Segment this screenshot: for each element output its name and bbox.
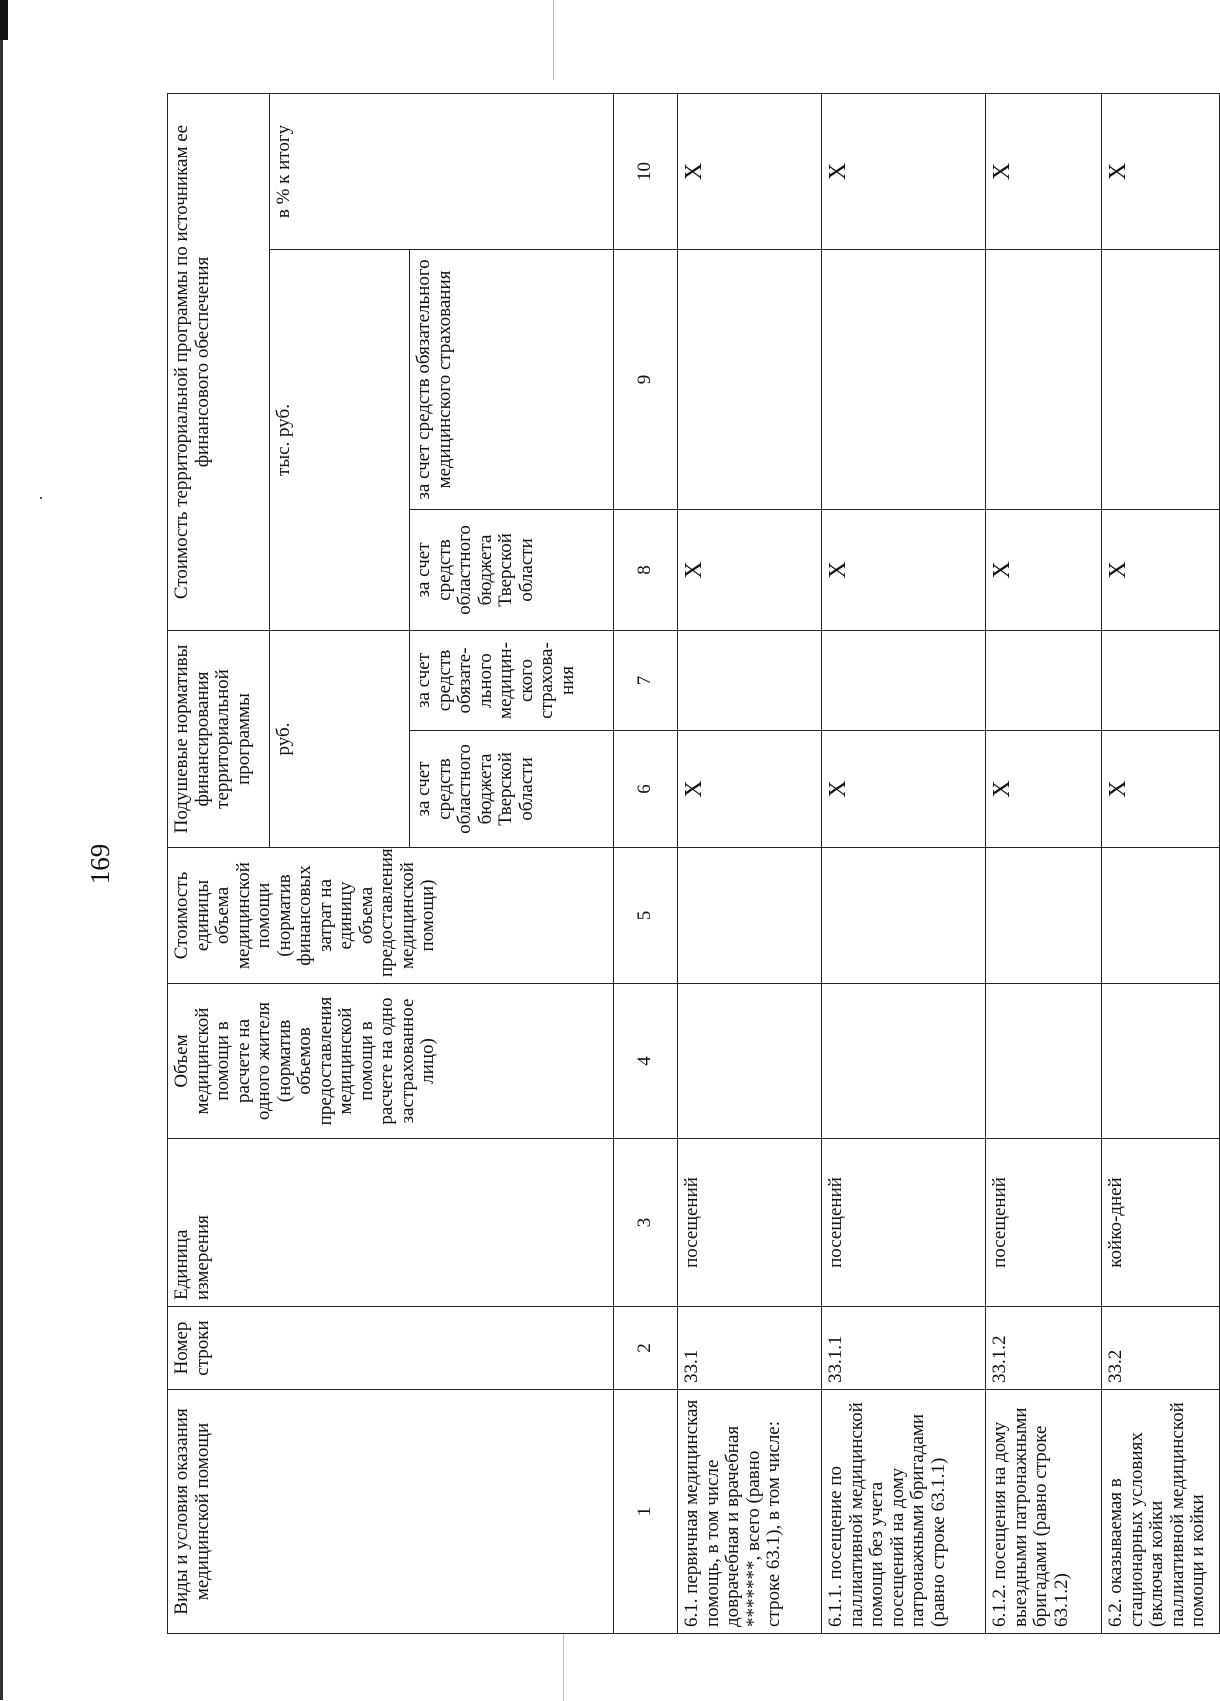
row-unit: посещений <box>986 1139 1102 1307</box>
row-percent-total: X <box>1102 93 1220 249</box>
scan-speck <box>40 497 42 499</box>
row-regional-budget: X <box>678 731 822 848</box>
row-regional-budget: X <box>1102 731 1220 848</box>
header-compulsory-insurance-cost: за счет средств обязательного медицинского страхования <box>410 250 614 510</box>
row-regional-budget-cost: X <box>678 510 822 631</box>
row-name: 6.1. первичная медицинская помощь, в том числе доврачебная и врачебная *******, всего (равно строке 63.1), в том числе: <box>678 1390 822 1634</box>
column-number: 2 <box>614 1307 678 1390</box>
row-unit: посещений <box>822 1139 986 1307</box>
row-compulsory-insurance <box>1102 631 1220 731</box>
page-number: 169 <box>85 843 115 885</box>
row-line-number: 33.2 <box>1102 1307 1220 1390</box>
header-per-capita-norms: Подушевые нормативы финансирования территориальной программы <box>168 631 270 848</box>
column-number: 10 <box>614 93 678 249</box>
financing-table <box>167 93 1220 1634</box>
row-unit-cost <box>1102 848 1220 984</box>
row-compulsory-insurance-cost <box>1102 250 1220 510</box>
header-compulsory-insurance: за счет средств обязате- льного медицин- ского страхова- ния <box>410 631 614 731</box>
row-unit-cost <box>986 848 1102 984</box>
row-name: 6.1.1. посещение по паллиативной медицинской помощи без учета посещений на дому патронажными бригадами (равно строке 63.1.1) <box>822 1390 986 1634</box>
header-unit-cost: Стоимость единицы объема медицинской помощи (норматив финансовых затрат на единицу объема предоставления медицинской помощи) <box>168 848 614 984</box>
row-name: 6.2. оказываемая в стационарных условиях (включая койки паллиативной медицинской помощи и койки <box>1102 1390 1220 1634</box>
header-types-conditions: Виды и условия оказания медицинской помощи <box>168 1390 614 1634</box>
row-percent-total: X <box>678 93 822 249</box>
row-unit-cost <box>822 848 986 984</box>
row-compulsory-insurance <box>986 631 1102 731</box>
scan-edge-mark <box>0 0 8 40</box>
table-row <box>822 93 986 1633</box>
row-compulsory-insurance <box>678 631 822 731</box>
column-number: 1 <box>614 1390 678 1634</box>
row-regional-budget-cost: X <box>986 510 1102 631</box>
row-name: 6.1.2. посещения на дому выездными патронажными бригадами (равно строке 63.1.2) <box>986 1390 1102 1634</box>
row-percent-total: X <box>986 93 1102 249</box>
column-number: 7 <box>614 631 678 731</box>
row-volume <box>822 984 986 1139</box>
header-unit: Единица измерения <box>168 1139 614 1307</box>
header-volume: Объем медицинской помощи в расчете на одного жителя (норматив объемов предоставления медицинской помощи в расчете на одно застрахованное лицо) <box>168 984 614 1139</box>
scan-edge-line <box>0 40 3 1700</box>
table-row <box>986 93 1102 1633</box>
row-compulsory-insurance-cost <box>678 250 822 510</box>
header-regional-budget-cost: за счет средств областного бюджета Тверской области <box>410 510 614 631</box>
row-unit: посещений <box>678 1139 822 1307</box>
row-compulsory-insurance-cost <box>822 250 986 510</box>
row-volume <box>986 984 1102 1139</box>
header-percent-total: в % к итогу <box>270 93 614 249</box>
row-regional-budget-cost: X <box>822 510 986 631</box>
table-row <box>678 93 822 1633</box>
row-unit: койко-дней <box>1102 1139 1220 1307</box>
column-number: 8 <box>614 510 678 631</box>
header-unit-rub: руб. <box>270 631 410 848</box>
column-number: 9 <box>614 250 678 510</box>
header-unit-thousand-rub: тыс. руб. <box>270 250 410 631</box>
row-line-number: 33.1.2 <box>986 1307 1102 1390</box>
row-percent-total: X <box>822 93 986 249</box>
row-line-number: 33.1 <box>678 1307 822 1390</box>
column-number: 4 <box>614 984 678 1139</box>
row-unit-cost <box>678 848 822 984</box>
column-number: 6 <box>614 731 678 848</box>
header-regional-budget: за счет средств областного бюджета Тверской области <box>410 731 614 848</box>
scan-artifact-line <box>553 0 554 80</box>
scan-artifact-line <box>563 1634 564 1701</box>
row-compulsory-insurance <box>822 631 986 731</box>
row-regional-budget: X <box>986 731 1102 848</box>
table-row <box>1102 93 1220 1633</box>
header-line-number: Номер строки <box>168 1307 614 1390</box>
row-volume <box>1102 984 1220 1139</box>
row-volume <box>678 984 822 1139</box>
header-program-cost: Стоимость территориальной программы по источникам ее финансового обеспечения <box>168 93 270 630</box>
row-regional-budget-cost: X <box>1102 510 1220 631</box>
column-number: 5 <box>614 848 678 984</box>
rotated-page <box>85 94 1209 1634</box>
row-line-number: 33.1.1 <box>822 1307 986 1390</box>
row-compulsory-insurance-cost <box>986 250 1102 510</box>
column-number: 3 <box>614 1139 678 1307</box>
row-regional-budget: X <box>822 731 986 848</box>
